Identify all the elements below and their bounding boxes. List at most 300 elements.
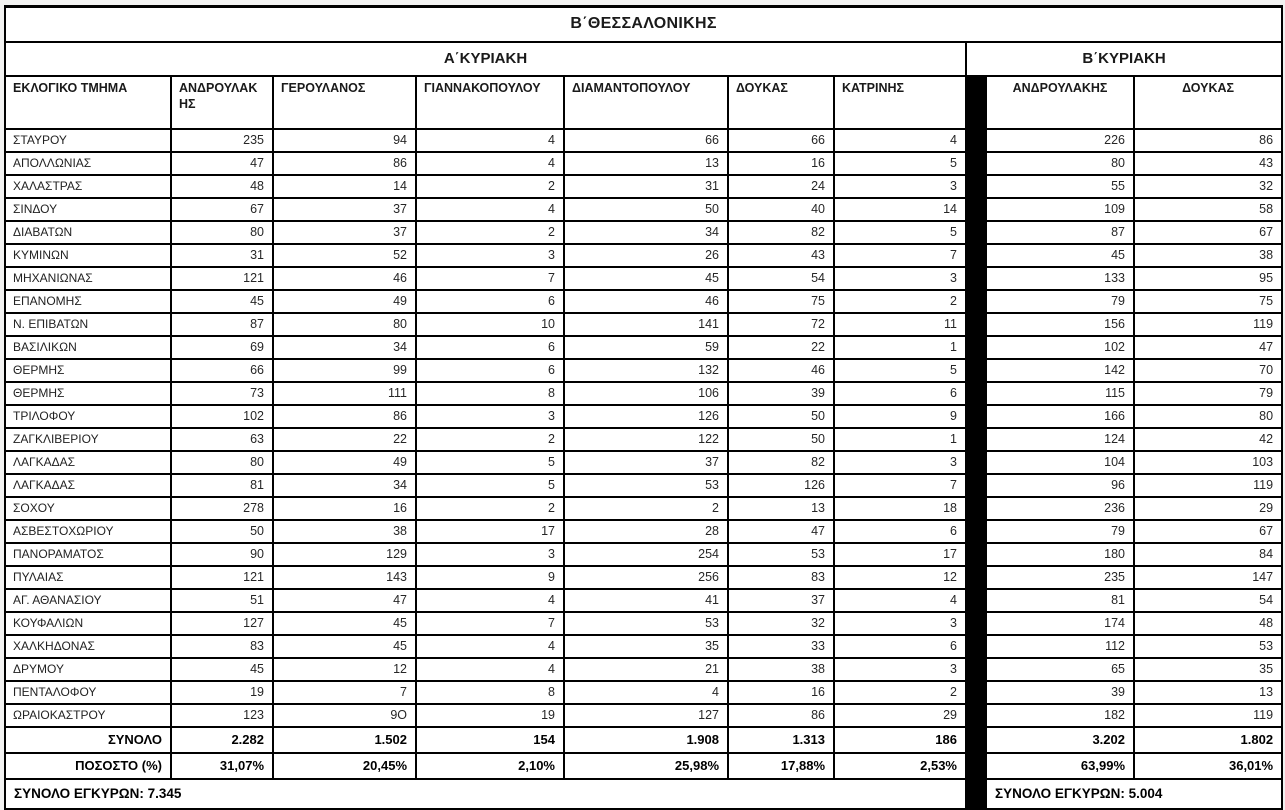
vote-count-cell: 13 <box>728 497 834 520</box>
vote-count-cell: 11 <box>834 313 966 336</box>
vote-count-cell: 2 <box>416 221 564 244</box>
separator-cell <box>966 359 986 382</box>
separator-column <box>966 76 986 129</box>
vote-count-cell: 6 <box>834 635 966 658</box>
district-cell: ΚΥΜΙΝΩΝ <box>5 244 171 267</box>
separator-cell <box>966 221 986 244</box>
vote-count-cell: 143 <box>273 566 416 589</box>
vote-count-cell: 2 <box>416 428 564 451</box>
vote-count-cell: 17 <box>416 520 564 543</box>
table-row <box>5 221 1282 244</box>
table-row <box>5 129 1282 152</box>
vote-count-cell: 19 <box>171 681 273 704</box>
vote-count-cell: 6 <box>834 382 966 405</box>
vote-count-cell: 106 <box>564 382 728 405</box>
vote-count-cell: 9O <box>273 704 416 727</box>
district-cell: ΩΡΑΙΟΚΑΣΤΡΟΥ <box>5 704 171 727</box>
vote-count-cell: 133 <box>986 267 1134 290</box>
vote-count-cell: 67 <box>1134 520 1282 543</box>
vote-count-cell: 6 <box>834 520 966 543</box>
separator-cell <box>966 336 986 359</box>
vote-count-cell: 66 <box>564 129 728 152</box>
district-cell: ΣΙΝΔΟΥ <box>5 198 171 221</box>
vote-count-cell: 29 <box>834 704 966 727</box>
vote-count-cell: 50 <box>728 428 834 451</box>
vote-count-cell: 4 <box>416 589 564 612</box>
district-cell: ΑΠΟΛΛΩΝΙΑΣ <box>5 152 171 175</box>
separator-cell <box>966 753 986 779</box>
vote-count-cell: 29 <box>1134 497 1282 520</box>
table-row <box>5 474 1282 497</box>
vote-count-cell: 7 <box>834 244 966 267</box>
vote-count-cell: 86 <box>273 152 416 175</box>
vote-count-cell: 80 <box>986 152 1134 175</box>
vote-count-cell: 102 <box>986 336 1134 359</box>
vote-count-cell: 35 <box>1134 658 1282 681</box>
vote-count-cell: 2 <box>834 290 966 313</box>
vote-count-cell: 31 <box>564 175 728 198</box>
district-cell: ΤΡΙΛΟΦΟΥ <box>5 405 171 428</box>
vote-count-cell: 123 <box>171 704 273 727</box>
vote-count-cell: 28 <box>564 520 728 543</box>
vote-count-cell: 4 <box>834 129 966 152</box>
vote-count-cell: 4 <box>416 129 564 152</box>
vote-count-cell: 182 <box>986 704 1134 727</box>
vote-count-cell: 40 <box>728 198 834 221</box>
vote-count-cell: 34 <box>273 336 416 359</box>
vote-count-cell: 46 <box>728 359 834 382</box>
vote-count-cell: 47 <box>728 520 834 543</box>
vote-count-cell: 96 <box>986 474 1134 497</box>
vote-count-cell: 86 <box>1134 129 1282 152</box>
vote-count-cell: 3 <box>416 543 564 566</box>
vote-count-cell: 53 <box>564 474 728 497</box>
vote-count-cell: 119 <box>1134 474 1282 497</box>
vote-count-cell: 17 <box>834 543 966 566</box>
vote-count-cell: 1 <box>834 336 966 359</box>
vote-count-cell: 54 <box>728 267 834 290</box>
vote-count-cell: 42 <box>1134 428 1282 451</box>
table-row <box>5 313 1282 336</box>
vote-count-cell: 47 <box>1134 336 1282 359</box>
vote-count-cell: 18 <box>834 497 966 520</box>
vote-count-cell: 142 <box>986 359 1134 382</box>
vote-count-cell: 9 <box>834 405 966 428</box>
vote-count-cell: 50 <box>171 520 273 543</box>
total-cell: 3.202 <box>986 727 1134 753</box>
percent-cell: 2,10% <box>416 753 564 779</box>
vote-count-cell: 38 <box>1134 244 1282 267</box>
vote-count-cell: 9 <box>416 566 564 589</box>
vote-count-cell: 47 <box>171 152 273 175</box>
vote-count-cell: 84 <box>1134 543 1282 566</box>
vote-count-cell: 38 <box>273 520 416 543</box>
vote-count-cell: 5 <box>416 474 564 497</box>
district-cell: ΔΡΥΜΟΥ <box>5 658 171 681</box>
vote-count-cell: 22 <box>273 428 416 451</box>
vote-count-cell: 31 <box>171 244 273 267</box>
vote-count-cell: 6 <box>416 290 564 313</box>
vote-count-cell: 109 <box>986 198 1134 221</box>
vote-count-cell: 4 <box>416 635 564 658</box>
vote-count-cell: 104 <box>986 451 1134 474</box>
vote-count-cell: 14 <box>834 198 966 221</box>
vote-count-cell: 79 <box>1134 382 1282 405</box>
vote-count-cell: 49 <box>273 451 416 474</box>
vote-count-cell: 45 <box>986 244 1134 267</box>
vote-count-cell: 72 <box>728 313 834 336</box>
vote-count-cell: 95 <box>1134 267 1282 290</box>
section-second-sunday: Β΄ΚΥΡΙΑΚΗ <box>966 42 1282 76</box>
vote-count-cell: 3 <box>834 175 966 198</box>
vote-count-cell: 156 <box>986 313 1134 336</box>
separator-cell <box>966 704 986 727</box>
vote-count-cell: 87 <box>986 221 1134 244</box>
column-header-row <box>5 76 1282 129</box>
vote-count-cell: 19 <box>416 704 564 727</box>
separator-cell <box>966 520 986 543</box>
vote-count-cell: 45 <box>273 612 416 635</box>
vote-count-cell: 86 <box>273 405 416 428</box>
results-sheet <box>4 5 1281 810</box>
vote-count-cell: 115 <box>986 382 1134 405</box>
district-cell: ΣΤΑΥΡΟΥ <box>5 129 171 152</box>
col-header-katrinis: ΚΑΤΡΙΝΗΣ <box>834 76 966 129</box>
vote-count-cell: 121 <box>171 566 273 589</box>
vote-count-cell: 102 <box>171 405 273 428</box>
election-results-table <box>4 5 1283 810</box>
separator-cell <box>966 497 986 520</box>
table-row <box>5 405 1282 428</box>
vote-count-cell: 35 <box>564 635 728 658</box>
vote-count-cell: 2 <box>416 175 564 198</box>
vote-count-cell: 5 <box>834 152 966 175</box>
district-cell: ΘΕΡΜΗΣ <box>5 382 171 405</box>
table-row <box>5 681 1282 704</box>
table-row <box>5 566 1282 589</box>
vote-count-cell: 1 <box>834 428 966 451</box>
totals-row <box>5 727 1282 753</box>
district-cell: ΧΑΛΑΣΤΡΑΣ <box>5 175 171 198</box>
district-cell: ΜΗΧΑΝΙΩΝΑΣ <box>5 267 171 290</box>
vote-count-cell: 14 <box>273 175 416 198</box>
table-row <box>5 359 1282 382</box>
vote-count-cell: 7 <box>416 267 564 290</box>
vote-count-cell: 43 <box>1134 152 1282 175</box>
percent-cell: 20,45% <box>273 753 416 779</box>
vote-count-cell: 67 <box>1134 221 1282 244</box>
district-cell: ΠΥΛΑΙΑΣ <box>5 566 171 589</box>
vote-count-cell: 46 <box>273 267 416 290</box>
district-cell: ΠΑΝΟΡΑΜΑΤΟΣ <box>5 543 171 566</box>
district-cell: ΠΕΝΤΑΛΟΦΟΥ <box>5 681 171 704</box>
vote-count-cell: 103 <box>1134 451 1282 474</box>
col-header-androulakis-r1-label: ΑΝΔΡΟΥΛΑΚΗΣ <box>179 81 258 111</box>
vote-count-cell: 80 <box>273 313 416 336</box>
vote-count-cell: 99 <box>273 359 416 382</box>
col-header-diamantopoulou: ΔΙΑΜΑΝΤΟΠΟΥΛΟΥ <box>564 76 728 129</box>
vote-count-cell: 81 <box>171 474 273 497</box>
vote-count-cell: 112 <box>986 635 1134 658</box>
vote-count-cell: 83 <box>171 635 273 658</box>
vote-count-cell: 45 <box>171 658 273 681</box>
table-row <box>5 497 1282 520</box>
table-row <box>5 451 1282 474</box>
valid-votes-right: ΣΥΝΟΛΟ ΕΓΚΥΡΩΝ: 5.004 <box>986 779 1282 809</box>
vote-count-cell: 235 <box>171 129 273 152</box>
vote-count-cell: 5 <box>834 221 966 244</box>
vote-count-cell: 86 <box>728 704 834 727</box>
vote-count-cell: 81 <box>986 589 1134 612</box>
vote-count-cell: 4 <box>834 589 966 612</box>
vote-count-cell: 166 <box>986 405 1134 428</box>
vote-count-cell: 83 <box>728 566 834 589</box>
separator-cell <box>966 428 986 451</box>
district-cell: ΧΑΛΚΗΔΟΝΑΣ <box>5 635 171 658</box>
vote-count-cell: 66 <box>728 129 834 152</box>
vote-count-cell: 254 <box>564 543 728 566</box>
separator-cell <box>966 175 986 198</box>
district-cell: ΒΑΣΙΛΙΚΩΝ <box>5 336 171 359</box>
vote-count-cell: 2 <box>416 497 564 520</box>
vote-count-cell: 24 <box>728 175 834 198</box>
vote-count-cell: 132 <box>564 359 728 382</box>
vote-count-cell: 26 <box>564 244 728 267</box>
vote-count-cell: 3 <box>834 612 966 635</box>
district-cell: ΑΓ. ΑΘΑΝΑΣΙΟΥ <box>5 589 171 612</box>
separator-cell <box>966 635 986 658</box>
vote-count-cell: 67 <box>171 198 273 221</box>
vote-count-cell: 53 <box>728 543 834 566</box>
vote-count-cell: 45 <box>171 290 273 313</box>
vote-count-cell: 41 <box>564 589 728 612</box>
vote-count-cell: 46 <box>564 290 728 313</box>
valid-votes-row <box>5 779 1282 809</box>
table-row <box>5 336 1282 359</box>
vote-count-cell: 47 <box>273 589 416 612</box>
separator-cell <box>966 566 986 589</box>
vote-count-cell: 16 <box>273 497 416 520</box>
vote-count-cell: 66 <box>171 359 273 382</box>
vote-count-cell: 4 <box>416 658 564 681</box>
vote-count-cell: 174 <box>986 612 1134 635</box>
results-body <box>5 129 1282 727</box>
vote-count-cell: 6 <box>416 359 564 382</box>
vote-count-cell: 80 <box>171 221 273 244</box>
total-cell: 2.282 <box>171 727 273 753</box>
col-header-doukas-r2: ΔΟΥΚΑΣ <box>1134 76 1282 129</box>
vote-count-cell: 75 <box>1134 290 1282 313</box>
vote-count-cell: 70 <box>1134 359 1282 382</box>
vote-count-cell: 127 <box>564 704 728 727</box>
vote-count-cell: 54 <box>1134 589 1282 612</box>
vote-count-cell: 126 <box>728 474 834 497</box>
vote-count-cell: 12 <box>834 566 966 589</box>
vote-count-cell: 58 <box>1134 198 1282 221</box>
table-row <box>5 175 1282 198</box>
vote-count-cell: 45 <box>564 267 728 290</box>
section-header-row <box>5 42 1282 76</box>
vote-count-cell: 32 <box>728 612 834 635</box>
vote-count-cell: 4 <box>416 198 564 221</box>
vote-count-cell: 80 <box>1134 405 1282 428</box>
vote-count-cell: 226 <box>986 129 1134 152</box>
col-header-androulakis-r1 <box>171 76 273 129</box>
percent-label: ΠΟΣΟΣΤΟ (%) <box>5 753 171 779</box>
vote-count-cell: 124 <box>986 428 1134 451</box>
vote-count-cell: 7 <box>834 474 966 497</box>
vote-count-cell: 22 <box>728 336 834 359</box>
separator-cell <box>966 612 986 635</box>
district-cell: ΔΙΑΒΑΤΩΝ <box>5 221 171 244</box>
table-row <box>5 428 1282 451</box>
vote-count-cell: 45 <box>273 635 416 658</box>
total-cell: 1.502 <box>273 727 416 753</box>
vote-count-cell: 7 <box>416 612 564 635</box>
district-cell: ΘΕΡΜΗΣ <box>5 359 171 382</box>
district-cell: Ν. ΕΠΙΒΑΤΩΝ <box>5 313 171 336</box>
table-row <box>5 382 1282 405</box>
vote-count-cell: 4 <box>564 681 728 704</box>
vote-count-cell: 65 <box>986 658 1134 681</box>
table-row <box>5 290 1282 313</box>
vote-count-cell: 87 <box>171 313 273 336</box>
vote-count-cell: 34 <box>273 474 416 497</box>
district-cell: ΛΑΓΚΑΔΑΣ <box>5 451 171 474</box>
vote-count-cell: 33 <box>728 635 834 658</box>
vote-count-cell: 94 <box>273 129 416 152</box>
vote-count-cell: 13 <box>564 152 728 175</box>
vote-count-cell: 39 <box>986 681 1134 704</box>
vote-count-cell: 79 <box>986 520 1134 543</box>
vote-count-cell: 48 <box>1134 612 1282 635</box>
vote-count-cell: 8 <box>416 382 564 405</box>
table-row <box>5 244 1282 267</box>
vote-count-cell: 12 <box>273 658 416 681</box>
vote-count-cell: 3 <box>834 267 966 290</box>
total-cell: 154 <box>416 727 564 753</box>
table-row <box>5 704 1282 727</box>
vote-count-cell: 73 <box>171 382 273 405</box>
vote-count-cell: 3 <box>834 451 966 474</box>
table-row <box>5 152 1282 175</box>
vote-count-cell: 75 <box>728 290 834 313</box>
separator-cell <box>966 290 986 313</box>
vote-count-cell: 37 <box>564 451 728 474</box>
vote-count-cell: 236 <box>986 497 1134 520</box>
vote-count-cell: 180 <box>986 543 1134 566</box>
vote-count-cell: 122 <box>564 428 728 451</box>
vote-count-cell: 53 <box>1134 635 1282 658</box>
total-cell: 186 <box>834 727 966 753</box>
separator-cell <box>966 152 986 175</box>
table-row <box>5 543 1282 566</box>
separator-cell <box>966 543 986 566</box>
district-cell: ΑΣΒΕΣΤΟΧΩΡΙΟΥ <box>5 520 171 543</box>
separator-cell <box>966 451 986 474</box>
separator-cell <box>966 382 986 405</box>
vote-count-cell: 256 <box>564 566 728 589</box>
vote-count-cell: 119 <box>1134 704 1282 727</box>
vote-count-cell: 80 <box>171 451 273 474</box>
percent-cell: 31,07% <box>171 753 273 779</box>
section-first-sunday: Α΄ΚΥΡΙΑΚΗ <box>5 42 966 76</box>
col-header-androulakis-r2: ΑΝΔΡΟΥΛΑΚΗΣ <box>986 76 1134 129</box>
separator-cell <box>966 779 986 809</box>
total-cell: 1.313 <box>728 727 834 753</box>
separator-cell <box>966 474 986 497</box>
table-row <box>5 198 1282 221</box>
percent-cell: 25,98% <box>564 753 728 779</box>
table-row <box>5 612 1282 635</box>
vote-count-cell: 59 <box>564 336 728 359</box>
percent-cell: 2,53% <box>834 753 966 779</box>
separator-cell <box>966 658 986 681</box>
vote-count-cell: 4 <box>416 152 564 175</box>
vote-count-cell: 3 <box>416 244 564 267</box>
vote-count-cell: 90 <box>171 543 273 566</box>
vote-count-cell: 49 <box>273 290 416 313</box>
vote-count-cell: 119 <box>1134 313 1282 336</box>
col-header-doukas-r1: ΔΟΥΚΑΣ <box>728 76 834 129</box>
col-header-geroulanos: ΓΕΡΟΥΛΑΝΟΣ <box>273 76 416 129</box>
vote-count-cell: 51 <box>171 589 273 612</box>
vote-count-cell: 278 <box>171 497 273 520</box>
table-row <box>5 658 1282 681</box>
vote-count-cell: 121 <box>171 267 273 290</box>
vote-count-cell: 50 <box>728 405 834 428</box>
district-cell: ΛΑΓΚΑΔΑΣ <box>5 474 171 497</box>
vote-count-cell: 6 <box>416 336 564 359</box>
col-header-district: ΕΚΛΟΓΙΚΟ ΤΜΗΜΑ <box>5 76 171 129</box>
vote-count-cell: 63 <box>171 428 273 451</box>
vote-count-cell: 7 <box>273 681 416 704</box>
separator-cell <box>966 681 986 704</box>
vote-count-cell: 37 <box>728 589 834 612</box>
vote-count-cell: 38 <box>728 658 834 681</box>
vote-count-cell: 111 <box>273 382 416 405</box>
vote-count-cell: 79 <box>986 290 1134 313</box>
district-cell: ΣΟΧΟΥ <box>5 497 171 520</box>
total-cell: 1.802 <box>1134 727 1282 753</box>
separator-cell <box>966 129 986 152</box>
vote-count-cell: 69 <box>171 336 273 359</box>
vote-count-cell: 2 <box>834 681 966 704</box>
vote-count-cell: 55 <box>986 175 1134 198</box>
separator-cell <box>966 267 986 290</box>
totals-label: ΣΥΝΟΛΟ <box>5 727 171 753</box>
vote-count-cell: 37 <box>273 198 416 221</box>
vote-count-cell: 127 <box>171 612 273 635</box>
percent-cell: 36,01% <box>1134 753 1282 779</box>
total-cell: 1.908 <box>564 727 728 753</box>
separator-cell <box>966 405 986 428</box>
vote-count-cell: 8 <box>416 681 564 704</box>
vote-count-cell: 16 <box>728 681 834 704</box>
vote-count-cell: 147 <box>1134 566 1282 589</box>
district-cell: ΕΠΑΝΟΜΗΣ <box>5 290 171 313</box>
vote-count-cell: 50 <box>564 198 728 221</box>
vote-count-cell: 21 <box>564 658 728 681</box>
col-header-giannakopoulou: ΓΙΑΝΝΑΚΟΠΟΥΛΟΥ <box>416 76 564 129</box>
vote-count-cell: 126 <box>564 405 728 428</box>
separator-cell <box>966 244 986 267</box>
vote-count-cell: 13 <box>1134 681 1282 704</box>
table-row <box>5 267 1282 290</box>
vote-count-cell: 235 <box>986 566 1134 589</box>
vote-count-cell: 53 <box>564 612 728 635</box>
vote-count-cell: 37 <box>273 221 416 244</box>
